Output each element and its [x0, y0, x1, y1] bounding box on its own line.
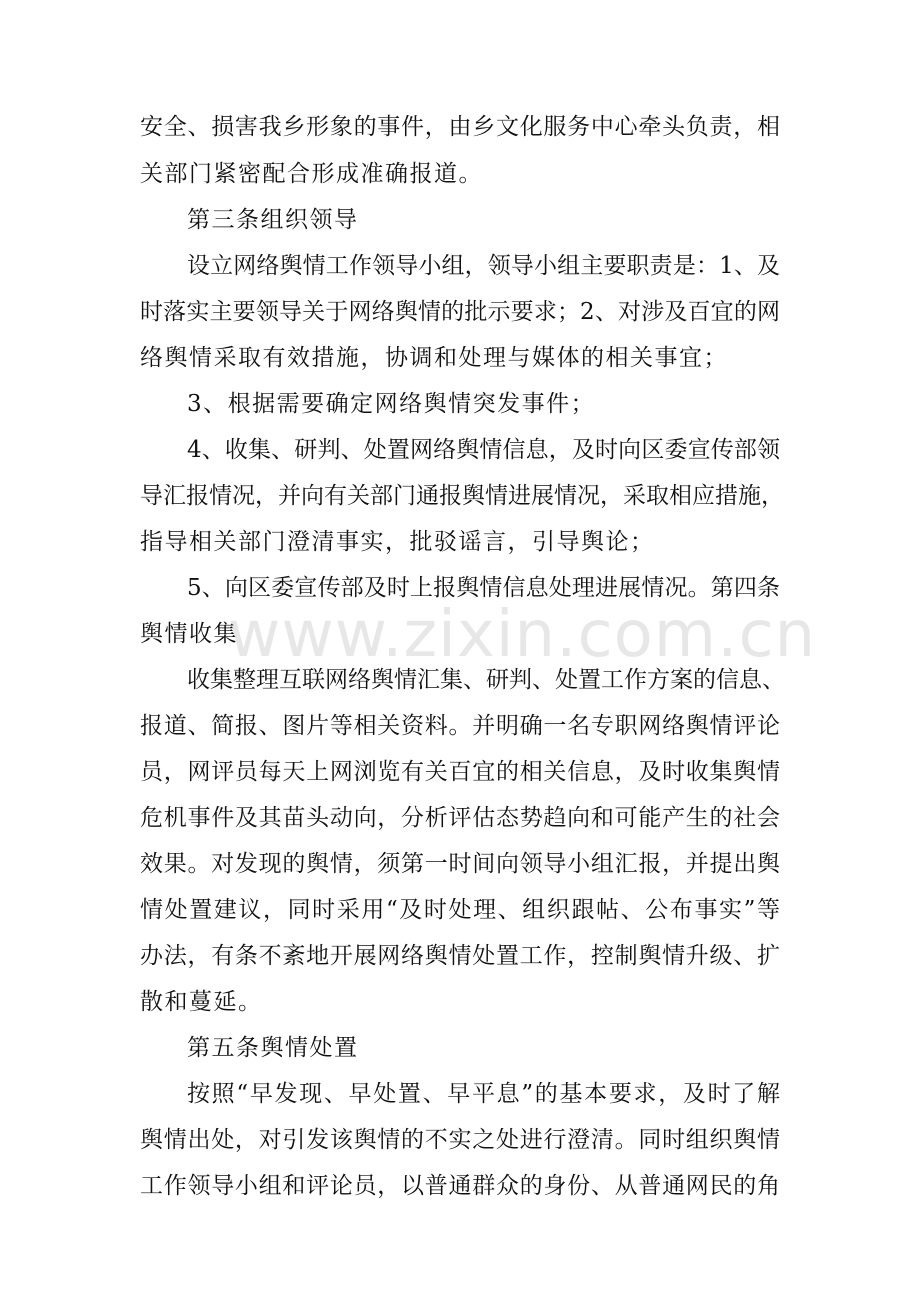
text-line: 4、收集、研判、处置网络舆情信息，及时向区委宣传部领 [187, 437, 780, 463]
text-line: 时落实主要领导关于网络舆情的批示要求；2、对涉及百宜的网 [140, 299, 780, 325]
text-line: 效果。对发现的舆情，须第一时间向领导小组汇报，并提出舆 [140, 851, 780, 877]
text-line: 散和蔓延。 [140, 989, 263, 1015]
section-heading: 第三条组织领导 [187, 207, 359, 233]
text-line: 指导相关部门澄清事实，批驳谣言，引导舆论； [140, 529, 655, 555]
text-line: 5、向区委宣传部及时上报舆情信息处理进展情况。第四条 [187, 575, 780, 601]
text-line: 按照“早发现、早处置、早平息”的基本要求，及时了解 [187, 1081, 780, 1107]
text-line: 危机事件及其苗头动向，分析评估态势趋向和可能产生的社会 [140, 805, 780, 831]
text-line: 收集整理互联网络舆情汇集、研判、处置工作方案的信息、 [187, 667, 785, 693]
text-line: 报道、简报、图片等相关资料。并明确一名专职网络舆情评论 [140, 713, 780, 739]
text-line: 舆情出处，对引发该舆情的不实之处进行澄清。同时组织舆情 [140, 1127, 780, 1153]
section-heading: 舆情收集 [140, 621, 238, 647]
text-line: 导汇报情况，并向有关部门通报舆情进展情况，采取相应措施， [140, 483, 784, 509]
text-line: 3、根据需要确定网络舆情突发事件； [187, 391, 596, 417]
text-line: 工作领导小组和评论员，以普通群众的身份、从普通网民的角 [140, 1173, 780, 1199]
text-line: 员，网评员每天上网浏览有关百宜的相关信息，及时收集舆情 [140, 759, 780, 785]
text-line: 安全、损害我乡形象的事件，由乡文化服务中心牵头负责，相 [140, 114, 780, 140]
text-line: 情处置建议，同时采用“及时处理、组织跟帖、公布事实”等 [140, 897, 780, 923]
text-line: 关部门紧密配合形成准确报道。 [140, 161, 483, 187]
text-line: 办法，有条不紊地开展网络舆情处置工作，控制舆情升级、扩 [140, 943, 780, 969]
section-heading: 第五条舆情处置 [187, 1035, 359, 1061]
watermark: www.zixin.com.cn [228, 598, 817, 672]
text-line: 设立网络舆情工作领导小组，领导小组主要职责是：1、及 [187, 253, 780, 279]
text-line: 络舆情采取有效措施，协调和处理与媒体的相关事宜； [140, 345, 728, 371]
